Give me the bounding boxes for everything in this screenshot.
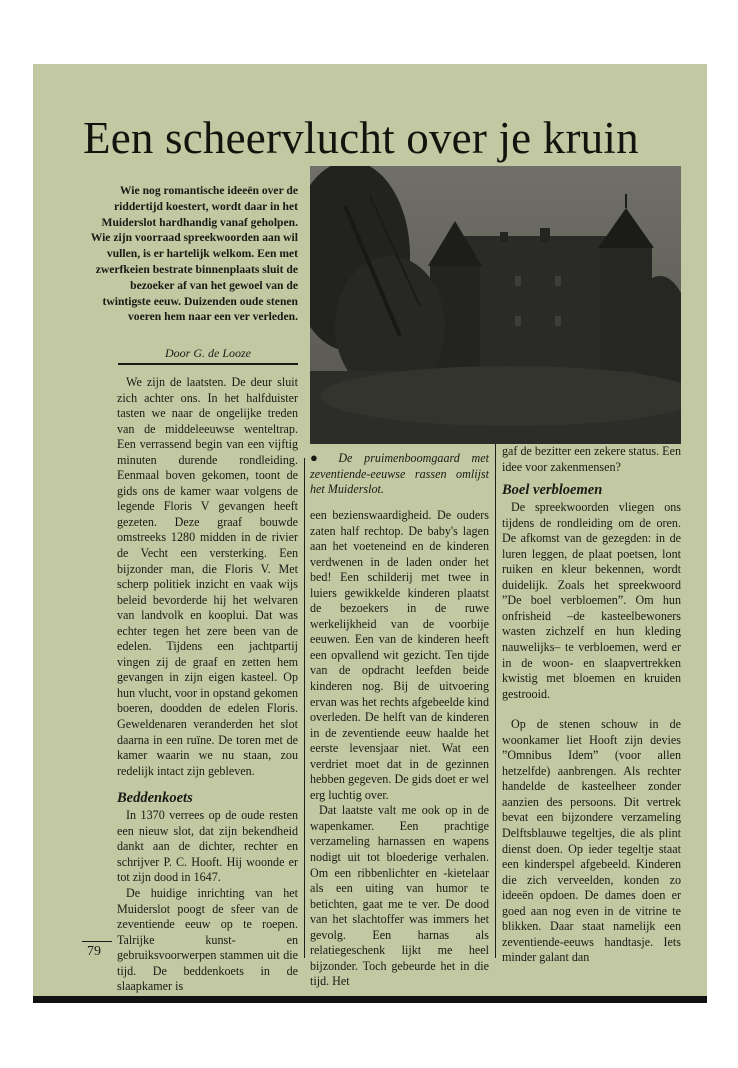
paragraph: In 1370 verrees op de oude resten een nieuw slot, dat zijn bekendheid dankt aan de dichter, rechter en schrijver P. C. Hooft. Hij woonde er tot zijn dood in 1647. bbox=[117, 808, 298, 885]
article-lead: Wie nog romantische ideeën over de riddertijd koestert, wordt daar in het Muiderslot hardhandig vanaf geholpen. Wie zijn voorraad spreekwoorden aan wil vullen, is er hartelijk welkom. Een met zwerfkeien bestrate binnenplaats sluit de bezoeker af van het gewoel van de twintigste eeuw. Duizenden oude stenen voeren hem naar een ver verleden. bbox=[90, 184, 298, 324]
section-heading-boel-verbloemen: Boel verbloemen bbox=[502, 482, 603, 499]
bottom-rule bbox=[33, 996, 707, 1003]
paragraph: Dat laatste valt me ook op in de wapenkamer. Een prachtige verzameling harnassen en wapens nodigt uit tot bloederige verhalen. Om een ribbenlichter en -kietelaar als een uiting van humor te betichten, gaat me te ver. De dood van het slachtoffer was immers het gevolg. Een harnas als relatiegeschenk lijkt me heel bijzonder. Toch gebeurde het in die tijd. Het bbox=[310, 803, 489, 989]
caption-text: De pruimenboomgaard met zeventiende-eeuwse rassen omlijst het Muiderslot. bbox=[310, 451, 489, 497]
section-heading-beddenkoets: Beddenkoets bbox=[117, 790, 193, 807]
paragraph: Op de stenen schouw in de woonkamer liet Hooft zijn devies ”Omnibus Idem” (voor allen hetzelfde) aanbrengen. Als rechter handelde de kasteelheer zonder aanzien des persoons. Dit vertrek bevat een bijzondere verzameling Delftsblauwe tegeltjes, die als plint dienst doen. Op ieder tegeltje staat een kinderspel afgebeeld. Kinderen die zich verveelden, konden zo ideeën opdoen. De dames doen er goed aan nog even in de vitrine te blikken. Daar staat namelijk een zeventiende-eeuws handtasje. Iets minder galant dan bbox=[502, 717, 681, 965]
paragraph: De huidige inrichting van het Muiderslot poogt de sfeer van de zeventiende eeuw op te roepen. Talrijke kunst- en gebruiksvoorwerpen stammen uit die tijd. De beddenkoets in de slaapkamer is bbox=[117, 885, 298, 994]
text-column-2 bbox=[310, 508, 489, 990]
column-divider bbox=[304, 458, 305, 958]
paragraph: De spreekwoorden vliegen ons tijdens de rondleiding om de oren. De afkomst van de gezegden: in de luren leggen, de plaat poetsen, lont ruiken en kleur bekennen, wordt duidelijk. Zoals het spreekwoord ”De boel verbloemen”. Om hun onfrisheid –de kasteelbewoners wasten zichzelf en hun kleding nauwelijks– te verbloemen, werd er in de woon- en slaapvertrekken kwistig met bloemen en kruiden gestrooid. bbox=[502, 500, 681, 701]
photo-caption bbox=[310, 450, 489, 498]
byline: Door G. de Looze bbox=[165, 346, 251, 360]
column-divider bbox=[495, 444, 496, 958]
byline-divider bbox=[118, 363, 298, 365]
bullet-icon: ● bbox=[310, 450, 327, 465]
text-column-3 bbox=[502, 444, 681, 966]
paragraph: een bezienswaardigheid. De ouders zaten half rechtop. De baby's lagen aan het voeteneind en de kinderen verdwenen in de laden onder het bed! Een schilderij met twee in luiers gewikkelde kinderen plaatst de bezoekers in de ruwe werkelijkheid van de voorbije eeuwen. Een van de kinderen heeft een opvallend wit gezicht. Ten tijde van de opdracht leefden beide kinderen nog. Bij de uitvoering ervan was het rechts afgebeelde kind overleden. De helft van de kinderen in de zeventiende eeuw haalde het eerste levensjaar niet. Wat een verdriet moet dat in de gezinnen hebben gegeven. De gids doet er wel erg luchtig over. bbox=[310, 508, 489, 802]
article-title: Een scheervlucht over je kruin bbox=[83, 113, 639, 163]
text-column-1 bbox=[117, 375, 298, 995]
page-number-rule bbox=[82, 941, 112, 942]
page-number: 79 bbox=[87, 944, 101, 959]
paragraph: gaf de bezitter een zekere status. Een idee voor zakenmensen? bbox=[502, 444, 681, 474]
castle-photo bbox=[310, 166, 681, 444]
paragraph: We zijn de laatsten. De deur sluit zich achter ons. In het halfduister tasten we naar de ongelijke treden van de middeleeuwse wenteltrap. Een verrassend begin van een vijftig minuten durende rondleiding. Eenmaal boven gekomen, toont de gids ons de kamer waar volgens de legende Floris V gevangen heeft gezeten. Deze graaf bouwde omstreeks 1280 midden in de rivier de Vecht een versterking. Een bijzonder man, die Floris V. Met scherp politiek inzicht en vaak wijs beleid bevorderde hij het welvaren van landvolk en kooplui. Dat was echter tegen het zere been van de edelen. Tijdens een jachtpartij vingen zij de graaf en zetten hem gevangen in zijn eigen kasteel. Op hun vlucht, voor in opstand gekomen boeren, doodden de edelen Floris. Geweldenaren veranderden het slot daarna in een ruïne. De toren met de kamer waarin we nu staan, zou redelijk intact zijn gebleven. bbox=[117, 375, 298, 778]
muiderslot-illustration bbox=[310, 166, 681, 444]
